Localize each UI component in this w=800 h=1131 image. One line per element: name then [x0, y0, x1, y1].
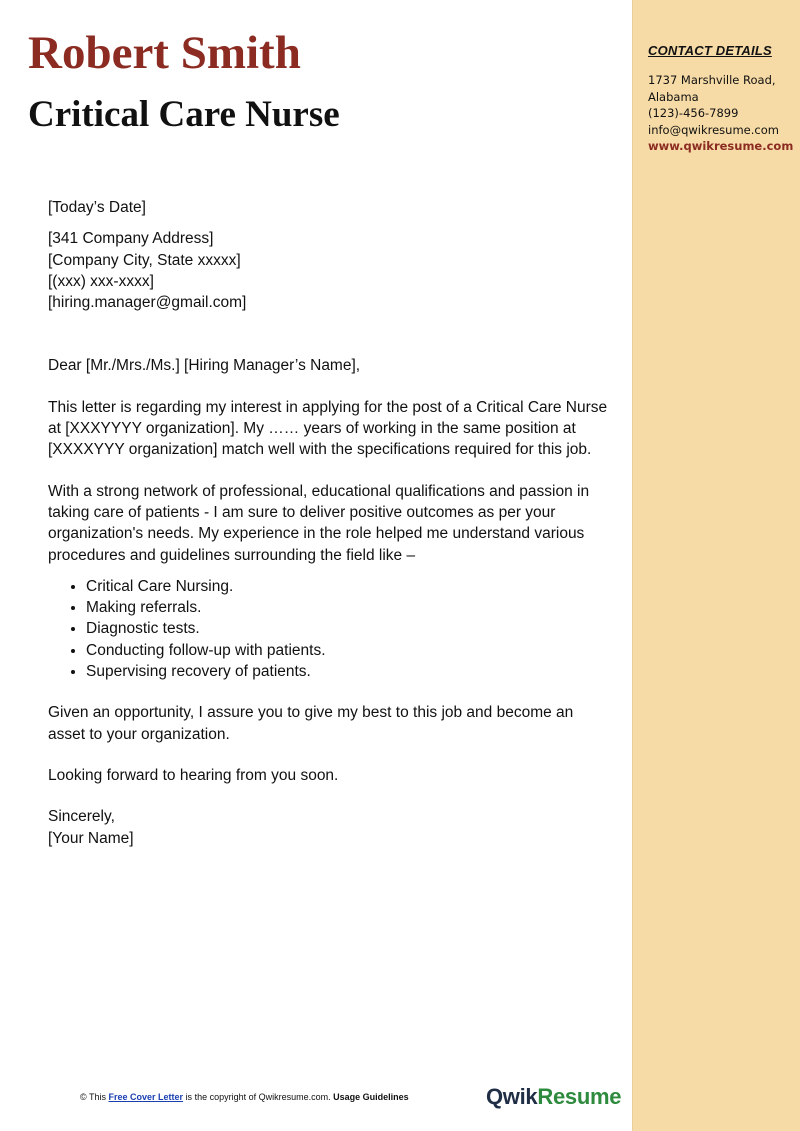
candidate-name: Robert Smith: [28, 27, 301, 79]
recipient-block: [48, 228, 608, 313]
list-item: • Supervising recovery of patients.: [86, 661, 608, 682]
contact-heading: CONTACT DETAILS: [648, 43, 772, 58]
brand-part-resume: Resume: [537, 1084, 622, 1109]
recipient-email: [hiring.manager@gmail.com]: [48, 294, 247, 312]
contact-phone: (123)-456-7899: [648, 106, 739, 120]
list-item: • Making referrals.: [86, 597, 608, 618]
letter-date: [Today’s Date]: [48, 199, 146, 216]
free-cover-letter-link[interactable]: Free Cover Letter: [108, 1092, 184, 1102]
brand-part-qwik: Qwik: [486, 1084, 538, 1109]
qwikresume-logo[interactable]: [486, 1084, 621, 1110]
footer-prefix: This: [88, 1092, 106, 1102]
list-item: • Critical Care Nursing.: [86, 576, 608, 597]
contact-address-line1: 1737 Marshville Road,: [648, 73, 776, 87]
recipient-address: [341 Company Address]: [48, 230, 214, 248]
contact-website[interactable]: www.qwikresume.com: [648, 139, 794, 153]
footer-copyright: [80, 1092, 480, 1102]
contact-sidebar: [632, 0, 800, 1131]
paragraph-intro: This letter is regarding my interest in applying for the post of a Critical Care Nurse at [XXXYYYY organization]. My …… years of working in the same position at [XXXXYYY organization] match well with the specifications required for this job.: [48, 398, 608, 459]
usage-guidelines-link[interactable]: Usage Guidelines: [333, 1092, 409, 1102]
contact-details: [648, 72, 798, 155]
list-item: • Diagnostic tests.: [86, 618, 608, 639]
copyright-icon: ©: [80, 1092, 87, 1102]
recipient-city-state: [Company City, State xxxxx]: [48, 251, 241, 269]
closing: Sincerely,: [48, 808, 115, 826]
contact-email[interactable]: info@qwikresume.com: [648, 122, 779, 137]
letter-body: [48, 197, 608, 849]
paragraph-closing: Given an opportunity, I assure you to give my best to this job and become an asset to your organization.: [48, 704, 574, 743]
salutation: Dear [Mr./Mrs./Ms.] [Hiring Manager’s Name],: [48, 357, 361, 375]
paragraph-experience: With a strong network of professional, educational qualifications and passion in taking care of patients - I am sure to deliver positive outcomes as per your organization's needs. My experience in the role helped me understand various procedures and guidelines surrounding the field like –: [48, 482, 590, 564]
footer-middle: is the copyright of Qwikresume.com.: [185, 1092, 331, 1102]
job-title: Critical Care Nurse: [28, 94, 340, 135]
paragraph-followup: Looking forward to hearing from you soon.: [48, 766, 339, 784]
contact-address-line2: Alabama: [648, 89, 699, 104]
recipient-phone: [(xxx) xxx-xxxx]: [48, 272, 154, 290]
signature: [Your Name]: [48, 829, 134, 847]
list-item: • Conducting follow-up with patients.: [86, 640, 608, 661]
skills-list: [48, 576, 608, 682]
